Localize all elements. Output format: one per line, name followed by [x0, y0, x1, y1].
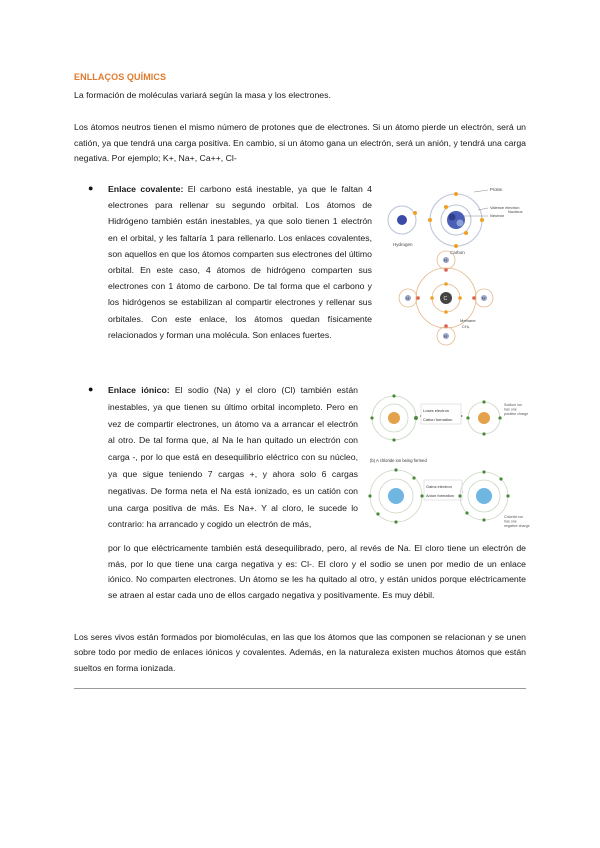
horizontal-divider [74, 688, 526, 689]
methane-h-left: H [406, 295, 409, 301]
cation-formation-label: Cation formation [423, 417, 453, 422]
proton-label: Proton [490, 187, 503, 192]
ionic-continuation-paragraph: por lo que eléctricamente también está desequilibrado, pero, al revés de Na. El cloro tiene un electrón de más, por lo que tiene una carga negativa y es: Cl-. El cloro y el sodio se unen por medio de un enlace iónico. No comparten electrones. Un átomo se les ha quitado al otro, y están unidos porque eléctricamente se atraen al estar cada uno de ellos cargado negativa y positivamente. Es muy débil. [108, 543, 526, 601]
chloride-ion-note: Chloride ion has one negative charge [504, 515, 530, 528]
covalent-bond-figure [380, 180, 530, 352]
methane-h-right: H [482, 295, 485, 301]
ionic-text-top: El sodio (Na) y el cloro (Cl) también están inestables, ya que tienen su último orbital incompleto. Pero en vez de compartir electrones, un átomo va a arrancar el electrón al otro. De tal forma que, al Na le han quitado un electrón con carga -, por lo que está en desequilibrio eléctrico con su núcleo, ya que sigue teniendo 7 cargas +, y ahora solo 6 cargas negativas. De forma neta el Na está ionizado, es un catión con una carga positiva de más. Es Na+. Y al cloro, le sucede lo contrario: ha arrancado y cogido un electrón de más, [108, 385, 358, 530]
methane-carbon-symbol: C [443, 296, 448, 302]
sodium-ion-diagram [466, 400, 501, 435]
neutron-label: Neutron [490, 213, 505, 218]
intro-paragraph: Los átomos neutros tienen el mismo número de protones que de electrones. Si un átomo pierde un electrón, será un catión, ya que tendrá una carga positiva. En cambio, si un átomo gana un electrón, será un anión, y tendrá una carga negativa. Por ejemplo; K+, Na+, Ca++, Cl- [74, 122, 526, 164]
bullet-ionic: ● [88, 384, 94, 394]
covalent-text: El carbono está inestable, ya que le faltan 4 electrones para rellenar su segundo orbital. Los átomos de Hidrógeno también están inestables, ya que solo tienen 1 electrón en el orbital, y les faltaría 1 para rellenarlo. Los enlaces covalentes, son aquellos en que los átomos comparten sus electrones del último orbital. En este caso, 4 átomos de hidrógeno comparten sus electrones con 1 átomo de carbono. De tal forma que el carbono y los hidrógenos se estabilizan al compartir electrones y rellenar sus orbitales. Con este enlace, los átomos quedan físicamente relacionados y forman una molécula. Son enlaces fuertes. [108, 184, 372, 340]
chloride-ion-diagram [458, 470, 509, 521]
covalent-term: Enlace covalente: [108, 184, 184, 194]
hydrogen-label: Hydrogen [393, 242, 413, 247]
loses-electron-label: Loses electron [423, 408, 450, 413]
ionic-bond-figure [368, 388, 534, 530]
methane-h-top: H [444, 257, 447, 263]
carbon-atom-diagram [428, 192, 484, 248]
ionic-term: Enlace iónico: [108, 385, 170, 395]
methane-molecule-diagram [399, 251, 493, 345]
chloride-formed-label: (b) A chloride ion being formed [370, 458, 427, 463]
methane-formula: CH₄ [462, 324, 470, 329]
anion-formation-label: Anion formation [426, 493, 455, 498]
gains-electron-label: Gains electron [426, 484, 452, 489]
ionic-paragraph [108, 382, 358, 533]
methane-h-bottom: H [444, 333, 447, 339]
lead-paragraph: La formación de moléculas variará según la masa y los electrones. [74, 90, 331, 100]
nucleus-label: Nucleus [508, 209, 523, 214]
sodium-atom-diagram [370, 394, 418, 441]
bullet-covalent: ● [88, 183, 94, 193]
carbon-label: Carbon [450, 250, 465, 255]
methane-label: Methane [460, 318, 476, 323]
chlorine-atom-diagram [368, 468, 423, 523]
document-title: ENLLAÇOS QUÍMICS [74, 72, 167, 82]
final-paragraph: Los seres vivos están formados por biomoléculas, en las que los átomos que las componen se relacionan y se unen sobre todo por medio de enlaces iónicos y covalentes. Además, en la naturaleza existen muchos átomos que están sueltos en forma ionizada. [74, 632, 526, 673]
valence-label: Valence electron [490, 205, 520, 210]
sodium-ion-note: Sodium ion has one positive charge [504, 403, 529, 416]
hydrogen-atom-diagram [388, 206, 417, 234]
covalent-paragraph [108, 181, 372, 343]
